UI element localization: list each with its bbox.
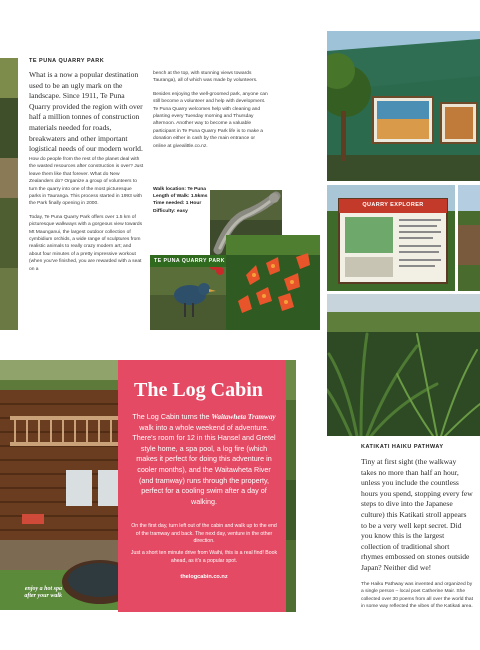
log-cabin-sub2: Just a short ten minute drive from Waihi, this is a real find! Book ahead, as it's a popular spot.: [130, 550, 278, 564]
quarry-col2: [153, 70, 268, 156]
log-cabin-website[interactable]: thelogcabin.co.nz: [180, 574, 228, 580]
log-cabin-body-a: The Log Cabin turns the: [132, 412, 212, 421]
log-cabin-body: [130, 412, 278, 507]
quarry-para1: How do people from the rest of the planet deal with the wasted resources after construction is over? Just leave them like that forever. What do New Zealanders do? Organize a group of volunteers to turn the quarry into one of the most picturesque parks in Tauranga. This process started in 1993 with the Park finally opening in 2000.: [29, 157, 144, 207]
log-cabin-body-b: walk into a whole weekend of adventure. There's room for 12 in this Hansel and Gretel style home, a spa pool, a log fire (which makes it perfect for doing this adventure in cooler months), and the Waitawheta River (and tramway) runs through the property, perfect for a cooling swim after a day of walking.: [132, 422, 276, 506]
orange-flowers-photo: [226, 235, 320, 330]
fact-length: Length of Walk: 1.5kms: [153, 194, 208, 200]
quarry-para2: Today, Te Puna Quarry Park offers over 1.5 km of picturesque walkways with a gorgeous view towards Mt Maunganui, the largest outdoor collection of cymbidium orchids, a wide range of sculptures from realistic animals to really crazy modern art; and about four minutes of a pretty impressive workout (when you've finished, you are rewarded with a seat on a: [29, 214, 143, 272]
spa-callout: enjoy a hot spa after your walk: [24, 586, 62, 599]
log-cabin-title: The Log Cabin: [134, 379, 263, 401]
haiku-para1: The Haiku Pathway was invented and organized by a single person – local poet Catherine Mair. She collected over 30 poems from all over the world that in some way reflected the vibes of the Katikati area.: [361, 582, 473, 610]
flax-plants-photo: [327, 294, 480, 436]
log-cabin-sub1: On the first day, turn left out of the cabin and walk up to the end of the tramway and back. The next day, venture in the other direction.: [131, 523, 277, 545]
quarry-section-heading: TE PUNA QUARRY PARK: [29, 58, 105, 64]
quarry-col1: [29, 156, 144, 279]
garden-strip-photo: [458, 185, 480, 291]
log-cabin-panel: [118, 360, 286, 612]
quarry-photo-label-text: TE PUNA QUARRY PARK: [154, 258, 225, 264]
quarry-intro: What is a now a popular destination used to be an ugly mark on the landscape. Since 1911, Te Puna Quarry provided the region with over half a million tonnes of construction materials needed for roads, breakwaters and other important logistical needs of our modern world.: [29, 70, 143, 154]
quarry-para4: Besides enjoying the well-groomed park, anyone can still become a volunteer and help with development. Te Puna Quarry welcomes help with cleaning and planting every Tuesday morning and Thursday afternoon. Another way to become a valuable participant in Te Puna Quarry Park life is to make a donation either in cash by the main entrance or online at givealittle.co.nz.: [153, 91, 268, 149]
artwork-wall-photo: [327, 31, 480, 181]
log-cabin-body-em: Waitawheta Tramway: [211, 413, 276, 421]
fact-difficulty: Difficulty: easy: [153, 208, 188, 214]
fact-location: Walk location: Te Puna: [153, 187, 206, 192]
fact-time: Time needed: 1 Hour: [153, 201, 202, 207]
quarry-para3: bench at the top, with stunning views towards Tauranga), all of which was made by volunteers.: [153, 71, 258, 84]
haiku-section-heading: KATIKATI HAIKU PATHWAY: [361, 444, 444, 450]
haiku-intro: Tiny at first sight (the walkway takes no more than half an hour, unless you include the countless hours you spend, stopping every few steps to dive into the Japanese culture) this Katikati stroll appears to be a very well kept secret. Did you know this is the largest collection of traditional short rhymes embossed on stones outside Japan? Neither did we!: [361, 457, 473, 572]
forest-strip-photo: [286, 360, 296, 612]
quarry-explorer-sign-photo: [327, 185, 455, 291]
left-edge-photo: [0, 58, 18, 330]
sign-title: QUARRY EXPLORER: [362, 202, 424, 208]
